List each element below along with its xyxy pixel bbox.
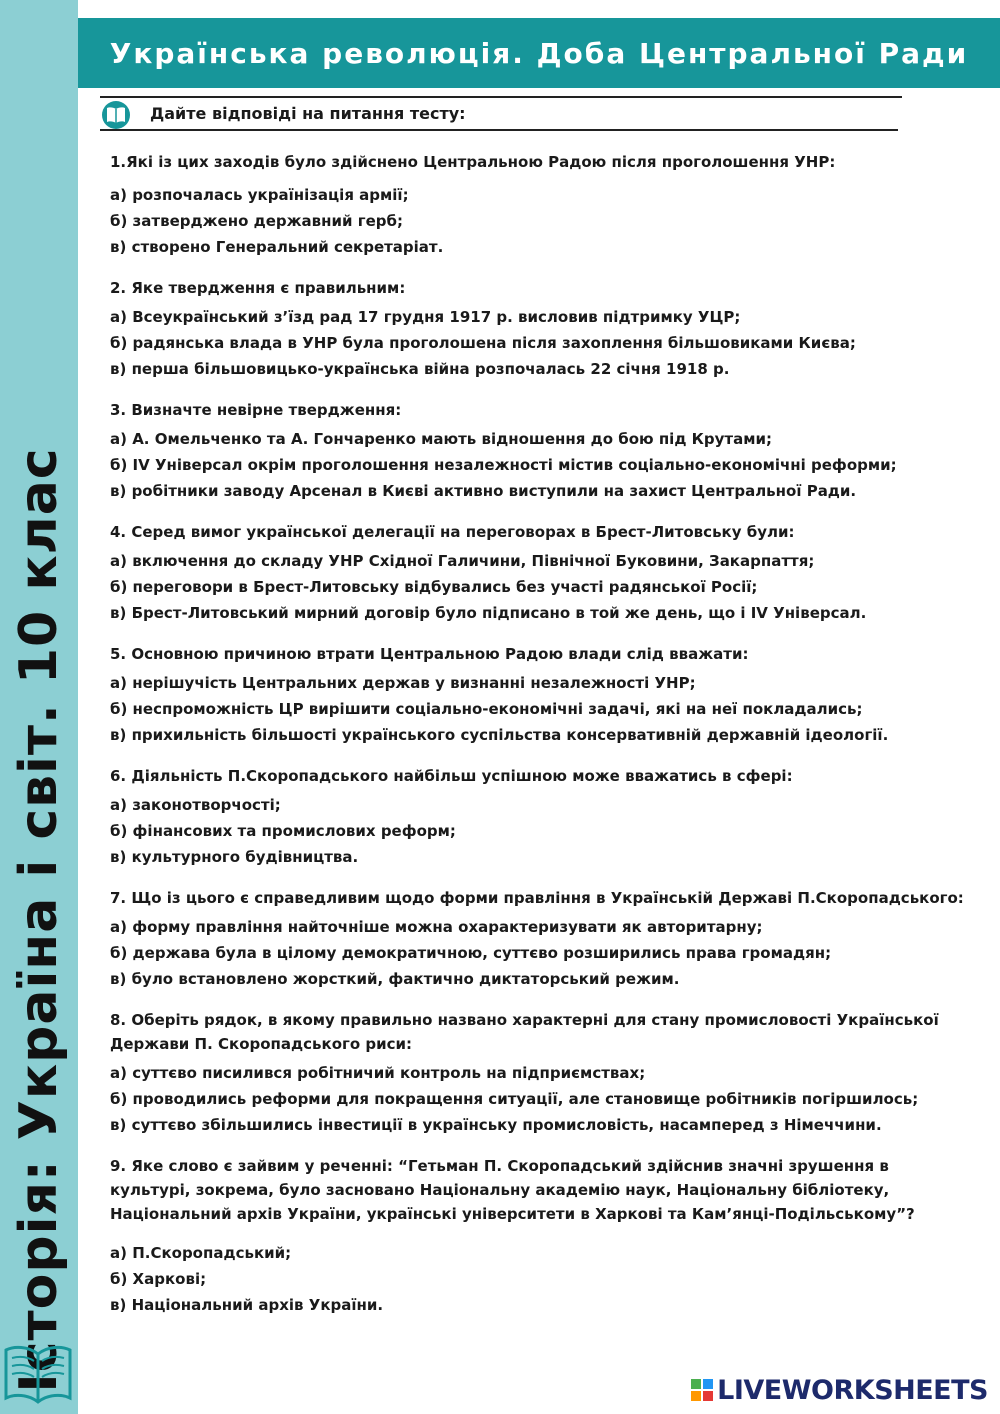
liveworksheets-logo[interactable] (691, 1374, 988, 1406)
question-7 (110, 886, 970, 992)
divider-top (100, 96, 902, 98)
answer-option[interactable]: в) Національний архів України. (110, 1296, 384, 1314)
answer-option[interactable]: а) розпочалась українізація армії; (110, 186, 409, 204)
question-title: 6. Діяльність П.Скоропадського найбільш успішною може вважатись в сфері: (110, 767, 793, 785)
question-title: 5. Основною причиною втрати Центральною Радою влади слід вважати: (110, 645, 749, 663)
answer-option[interactable]: б) переговори в Брест-Литовську відбувались без участі радянської Росії; (110, 578, 758, 596)
question-3 (110, 398, 970, 504)
answer-option[interactable]: б) неспроможність ЦР вирішити соціально-економічні задачі, які на неї покладались; (110, 700, 863, 718)
question-9 (110, 1154, 970, 1318)
question-2 (110, 276, 970, 382)
question-4 (110, 520, 970, 626)
question-8 (110, 1008, 970, 1138)
answer-option[interactable]: в) культурного будівництва. (110, 848, 359, 866)
question-title: 3. Визначте невірне твердження: (110, 401, 402, 419)
answer-option[interactable]: в) Брест-Литовський мирний договір було підписано в той же день, що і IV Універсал. (110, 604, 867, 622)
divider-bottom (100, 129, 898, 131)
answer-option[interactable]: б) держава була в цілому демократичною, суттєво розширились права громадян; (110, 944, 832, 962)
answer-option[interactable]: б) затверджено державний герб; (110, 212, 403, 230)
answer-option[interactable]: а) нерішучість Центральних держав у визнанні незалежності УНР; (110, 674, 696, 692)
question-title: 7. Що із цього є справедливим щодо форми правління в Українській Державі П.Скоропадського: (110, 889, 964, 907)
question-title: 4. Серед вимог української делегації на переговорах в Брест-Литовську були: (110, 523, 795, 541)
answer-option[interactable]: б) Харкові; (110, 1270, 207, 1288)
answer-option[interactable]: в) прихильність більшості українського суспільства консервативній державній ідеології. (110, 726, 889, 744)
question-6 (110, 764, 970, 870)
answer-option[interactable]: в) перша більшовицько-українська війна розпочалась 22 січня 1918 р. (110, 360, 730, 378)
answer-option[interactable]: а) П.Скоропадський; (110, 1244, 292, 1262)
answer-option[interactable]: а) форму правління найточніше можна охарактеризувати як авторитарну; (110, 918, 763, 936)
question-title: 1.Які із цих заходів було здійснено Центральною Радою після проголошення УНР: (110, 153, 836, 171)
logo-text: LIVEWORKSHEETS (717, 1374, 988, 1406)
answer-option[interactable]: а) законотворчості; (110, 796, 281, 814)
answer-option[interactable]: а) суттєво писилився робітничий контроль на підприємствах; (110, 1064, 646, 1082)
answer-option[interactable]: б) IV Універсал окрім проголошення незалежності містив соціально-економічні реформи; (110, 456, 897, 474)
answer-option[interactable]: б) радянська влада в УНР була проголошена після захоплення більшовиками Києва; (110, 334, 856, 352)
question-title: 2. Яке твердження є правильним: (110, 279, 406, 297)
side-title: Історія: Україна і світ. 10 клас (9, 447, 69, 1393)
answer-option[interactable]: б) проводились реформи для покращення ситуації, але становище робітників погіршилось; (110, 1090, 919, 1108)
logo-cubes-icon (691, 1379, 713, 1401)
question-title: 9. Яке слово є зайвим у реченні: “Гетьман П. Скоропадський здійснив значні зрушення в культурі, зокрема, було засновано Національну академію наук, Національну бібліотеку, Національний архів України, українські університети в Харкові та Кам’янці-Подільському”? (110, 1157, 915, 1223)
answer-option[interactable]: а) Всеукраїнський з’їзд рад 17 грудня 1917 р. висловив підтримку УЦР; (110, 308, 741, 326)
instruction-text: Дайте відповіді на питання тесту: (150, 104, 466, 123)
question-list (110, 150, 970, 1318)
answer-option[interactable]: в) було встановлено жорсткий, фактично диктаторський режим. (110, 970, 680, 988)
answer-option[interactable]: а) А. Омельченко та А. Гончаренко мають відношення до бою під Крутами; (110, 430, 773, 448)
answer-option[interactable]: б) фінансових та промислових реформ; (110, 822, 456, 840)
book-icon (102, 101, 130, 129)
answer-option[interactable]: а) включення до складу УНР Східної Галичини, Північної Буковини, Закарпаття; (110, 552, 815, 570)
question-1 (110, 150, 970, 260)
answer-option[interactable]: в) суттєво збільшились інвестиції в українську промисловість, насамперед з Німеччини. (110, 1116, 882, 1134)
page-title: Українська революція. Доба Центральної Ради (78, 18, 1000, 88)
answer-option[interactable]: в) робітники заводу Арсенал в Києві активно виступили на захист Центральної Ради. (110, 482, 857, 500)
question-5 (110, 642, 970, 748)
open-book-icon (2, 1340, 74, 1404)
answer-option[interactable]: в) створено Генеральний секретаріат. (110, 238, 444, 256)
question-title: 8. Оберіть рядок, в якому правильно названо характерні для стану промисловості Української Держави П. Скоропадського риси: (110, 1011, 939, 1053)
